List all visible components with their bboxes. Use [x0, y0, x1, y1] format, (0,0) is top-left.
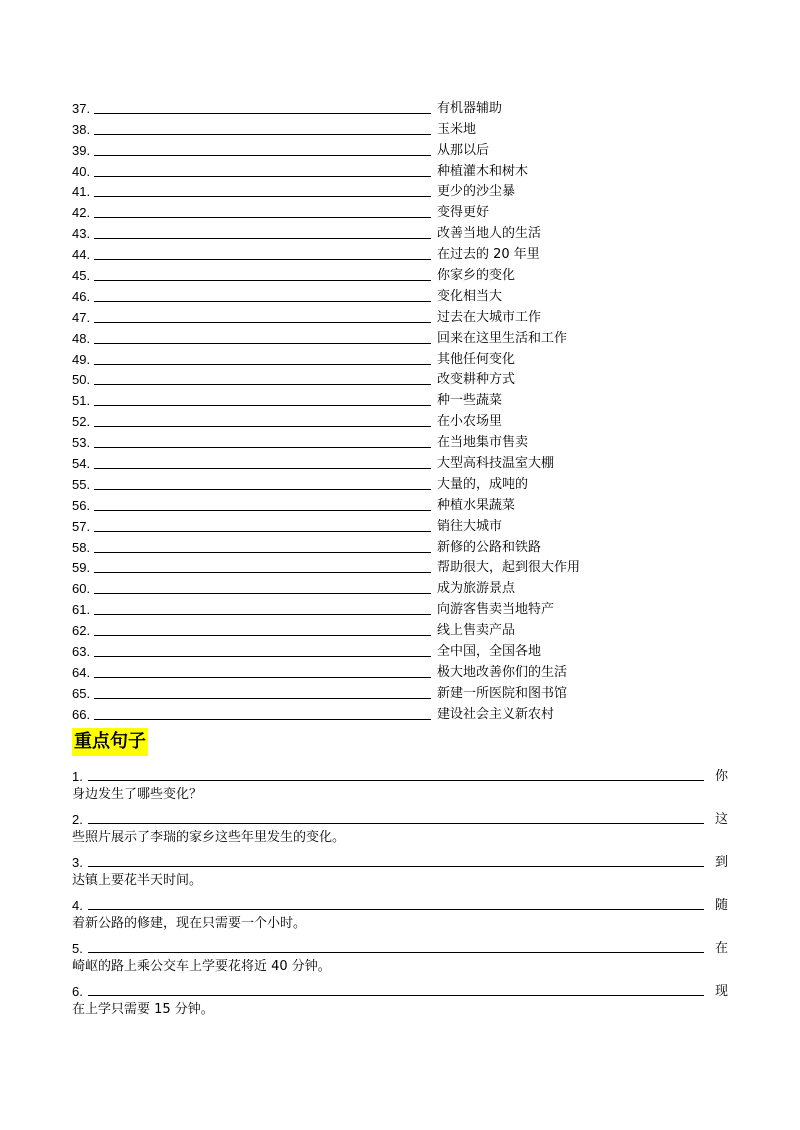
vocab-row [72, 702, 632, 723]
sentence-answer-blank[interactable] [88, 952, 704, 953]
answer-blank[interactable] [94, 405, 431, 406]
vocab-number: 61. [72, 602, 91, 618]
vocab-number: 41. [72, 184, 91, 200]
vocab-number: 53. [72, 435, 91, 451]
vocab-row [72, 514, 632, 535]
vocab-list [72, 96, 632, 723]
vocab-number: 44. [72, 247, 91, 263]
vocab-row [72, 388, 632, 409]
answer-blank[interactable] [94, 113, 431, 114]
vocab-number: 47. [72, 309, 91, 325]
sentence-first-char: 到 [714, 855, 728, 870]
vocab-number: 60. [72, 581, 91, 597]
vocab-number: 58. [72, 539, 91, 555]
answer-blank[interactable] [94, 572, 431, 573]
vocab-meaning: 变化相当大 [437, 288, 503, 304]
vocab-row [72, 347, 632, 368]
answer-blank[interactable] [94, 656, 431, 657]
vocab-meaning: 大量的，成吨的 [437, 476, 529, 492]
vocab-row [72, 597, 632, 618]
vocab-meaning: 在过去的 20 年里 [437, 247, 540, 263]
vocab-meaning: 种植灌木和树木 [437, 163, 529, 179]
sentence-first-char: 现 [714, 984, 728, 999]
vocab-number: 57. [72, 518, 91, 534]
sentence-text: 着新公路的修建，现在只需要一个小时。 [72, 916, 307, 931]
answer-blank[interactable] [94, 196, 431, 197]
vocab-meaning: 改善当地人的生活 [437, 226, 542, 242]
sentence-first-char: 你 [714, 769, 728, 784]
vocab-number: 51. [72, 393, 91, 409]
answer-blank[interactable] [94, 259, 431, 260]
vocab-number: 49. [72, 351, 91, 367]
sentence-number: 5. [72, 941, 83, 956]
vocab-row [72, 263, 632, 284]
sentence-list [72, 764, 728, 1022]
vocab-row [72, 430, 632, 451]
answer-blank[interactable] [94, 343, 431, 344]
vocab-row [72, 472, 632, 493]
vocab-number: 43. [72, 226, 91, 242]
sentence-item [72, 936, 728, 979]
sentence-item [72, 850, 728, 893]
vocab-meaning: 向游客售卖当地特产 [437, 602, 555, 618]
vocab-number: 50. [72, 372, 91, 388]
vocab-row [72, 117, 632, 138]
vocab-number: 64. [72, 664, 91, 680]
vocab-meaning: 从那以后 [437, 142, 490, 158]
vocab-meaning: 变得更好 [437, 205, 490, 221]
answer-blank[interactable] [94, 134, 431, 135]
answer-blank[interactable] [94, 384, 431, 385]
sentence-text: 些照片展示了李瑞的家乡这些年里发生的变化。 [72, 830, 346, 845]
answer-blank[interactable] [94, 510, 431, 511]
sentence-item [72, 764, 728, 807]
answer-blank[interactable] [94, 698, 431, 699]
vocab-meaning: 在小农场里 [437, 414, 503, 430]
answer-blank[interactable] [94, 593, 431, 594]
sentence-first-char: 随 [714, 898, 728, 913]
answer-blank[interactable] [94, 552, 431, 553]
sentence-text: 身边发生了哪些变化？ [72, 787, 203, 802]
vocab-meaning: 过去在大城市工作 [437, 309, 542, 325]
vocab-row [72, 368, 632, 389]
sentence-first-char: 在 [714, 941, 728, 956]
vocab-row [72, 576, 632, 597]
vocab-row [72, 451, 632, 472]
answer-blank[interactable] [94, 426, 431, 427]
answer-blank[interactable] [94, 447, 431, 448]
vocab-row [72, 96, 632, 117]
vocab-meaning: 在当地集市售卖 [437, 435, 529, 451]
vocab-row [72, 556, 632, 577]
vocab-number: 62. [72, 623, 91, 639]
vocab-number: 66. [72, 706, 91, 722]
answer-blank[interactable] [94, 614, 431, 615]
vocab-number: 37. [72, 100, 91, 116]
vocab-row [72, 639, 632, 660]
vocab-meaning: 建设社会主义新农村 [437, 706, 555, 722]
vocab-row [72, 284, 632, 305]
vocab-meaning: 线上售卖产品 [437, 623, 516, 639]
sentence-text: 崎岖的路上乘公交车上学要花将近 40 分钟。 [72, 959, 331, 974]
vocab-meaning: 销往大城市 [437, 518, 503, 534]
answer-blank[interactable] [94, 719, 431, 720]
sentence-item [72, 807, 728, 850]
vocab-row [72, 242, 632, 263]
vocab-number: 38. [72, 121, 91, 137]
answer-blank[interactable] [94, 155, 431, 156]
answer-blank[interactable] [94, 489, 431, 490]
vocab-row [72, 493, 632, 514]
vocab-number: 59. [72, 560, 91, 576]
vocab-number: 52. [72, 414, 91, 430]
sentence-item [72, 979, 728, 1022]
vocab-meaning: 全中国，全国各地 [437, 644, 542, 660]
vocab-number: 39. [72, 142, 91, 158]
vocab-number: 56. [72, 497, 91, 513]
vocab-row [72, 159, 632, 180]
answer-blank[interactable] [94, 677, 431, 678]
vocab-meaning: 极大地改善你们的生活 [437, 664, 568, 680]
vocab-number: 55. [72, 476, 91, 492]
vocab-row [72, 535, 632, 556]
vocab-meaning: 大型高科技温室大棚 [437, 456, 555, 472]
vocab-meaning: 改变耕种方式 [437, 372, 516, 388]
vocab-number: 48. [72, 330, 91, 346]
answer-blank[interactable] [94, 176, 431, 177]
vocab-meaning: 帮助很大，起到很大作用 [437, 560, 581, 576]
vocab-meaning: 其他任何变化 [437, 351, 516, 367]
sentence-number: 2. [72, 812, 83, 827]
vocab-meaning: 更少的沙尘暴 [437, 184, 516, 200]
vocab-meaning: 你家乡的变化 [437, 268, 516, 284]
answer-blank[interactable] [94, 364, 431, 365]
answer-blank[interactable] [94, 217, 431, 218]
vocab-row [72, 409, 632, 430]
vocab-meaning: 新修的公路和铁路 [437, 539, 542, 555]
vocab-meaning: 种一些蔬菜 [437, 393, 503, 409]
sentence-first-char: 这 [714, 812, 728, 827]
sentence-number: 3. [72, 855, 83, 870]
sentence-text: 达镇上要花半天时间。 [72, 873, 203, 888]
sentence-text: 在上学只需要 15 分钟。 [72, 1002, 214, 1017]
sentence-number: 6. [72, 984, 83, 999]
vocab-row [72, 305, 632, 326]
answer-blank[interactable] [94, 301, 431, 302]
vocab-number: 40. [72, 163, 91, 179]
sentence-answer-blank[interactable] [88, 995, 704, 996]
vocab-number: 65. [72, 685, 91, 701]
vocab-number: 45. [72, 268, 91, 284]
sentence-answer-blank[interactable] [88, 866, 704, 867]
section-heading: 重点句子 [72, 728, 148, 756]
sentence-answer-blank[interactable] [88, 823, 704, 824]
vocab-number: 46. [72, 288, 91, 304]
vocab-meaning: 回来在这里生活和工作 [437, 330, 568, 346]
answer-blank[interactable] [94, 468, 431, 469]
vocab-row [72, 326, 632, 347]
vocab-row [72, 660, 632, 681]
vocab-meaning: 玉米地 [437, 121, 477, 137]
answer-blank[interactable] [94, 238, 431, 239]
vocab-meaning: 有机器辅助 [437, 100, 503, 116]
vocab-row [72, 618, 632, 639]
vocab-number: 54. [72, 456, 91, 472]
sentence-number: 1. [72, 769, 83, 784]
vocab-meaning: 种植水果蔬菜 [437, 497, 516, 513]
vocab-meaning: 成为旅游景点 [437, 581, 516, 597]
vocab-row [72, 681, 632, 702]
vocab-number: 42. [72, 205, 91, 221]
vocab-row [72, 221, 632, 242]
sentence-answer-blank[interactable] [88, 780, 704, 781]
answer-blank[interactable] [94, 322, 431, 323]
answer-blank[interactable] [94, 635, 431, 636]
sentence-answer-blank[interactable] [88, 909, 704, 910]
answer-blank[interactable] [94, 280, 431, 281]
answer-blank[interactable] [94, 531, 431, 532]
vocab-row [72, 180, 632, 201]
vocab-row [72, 138, 632, 159]
vocab-meaning: 新建一所医院和图书馆 [437, 685, 568, 701]
vocab-row [72, 200, 632, 221]
vocab-number: 63. [72, 644, 91, 660]
sentence-number: 4. [72, 898, 83, 913]
sentence-item [72, 893, 728, 936]
